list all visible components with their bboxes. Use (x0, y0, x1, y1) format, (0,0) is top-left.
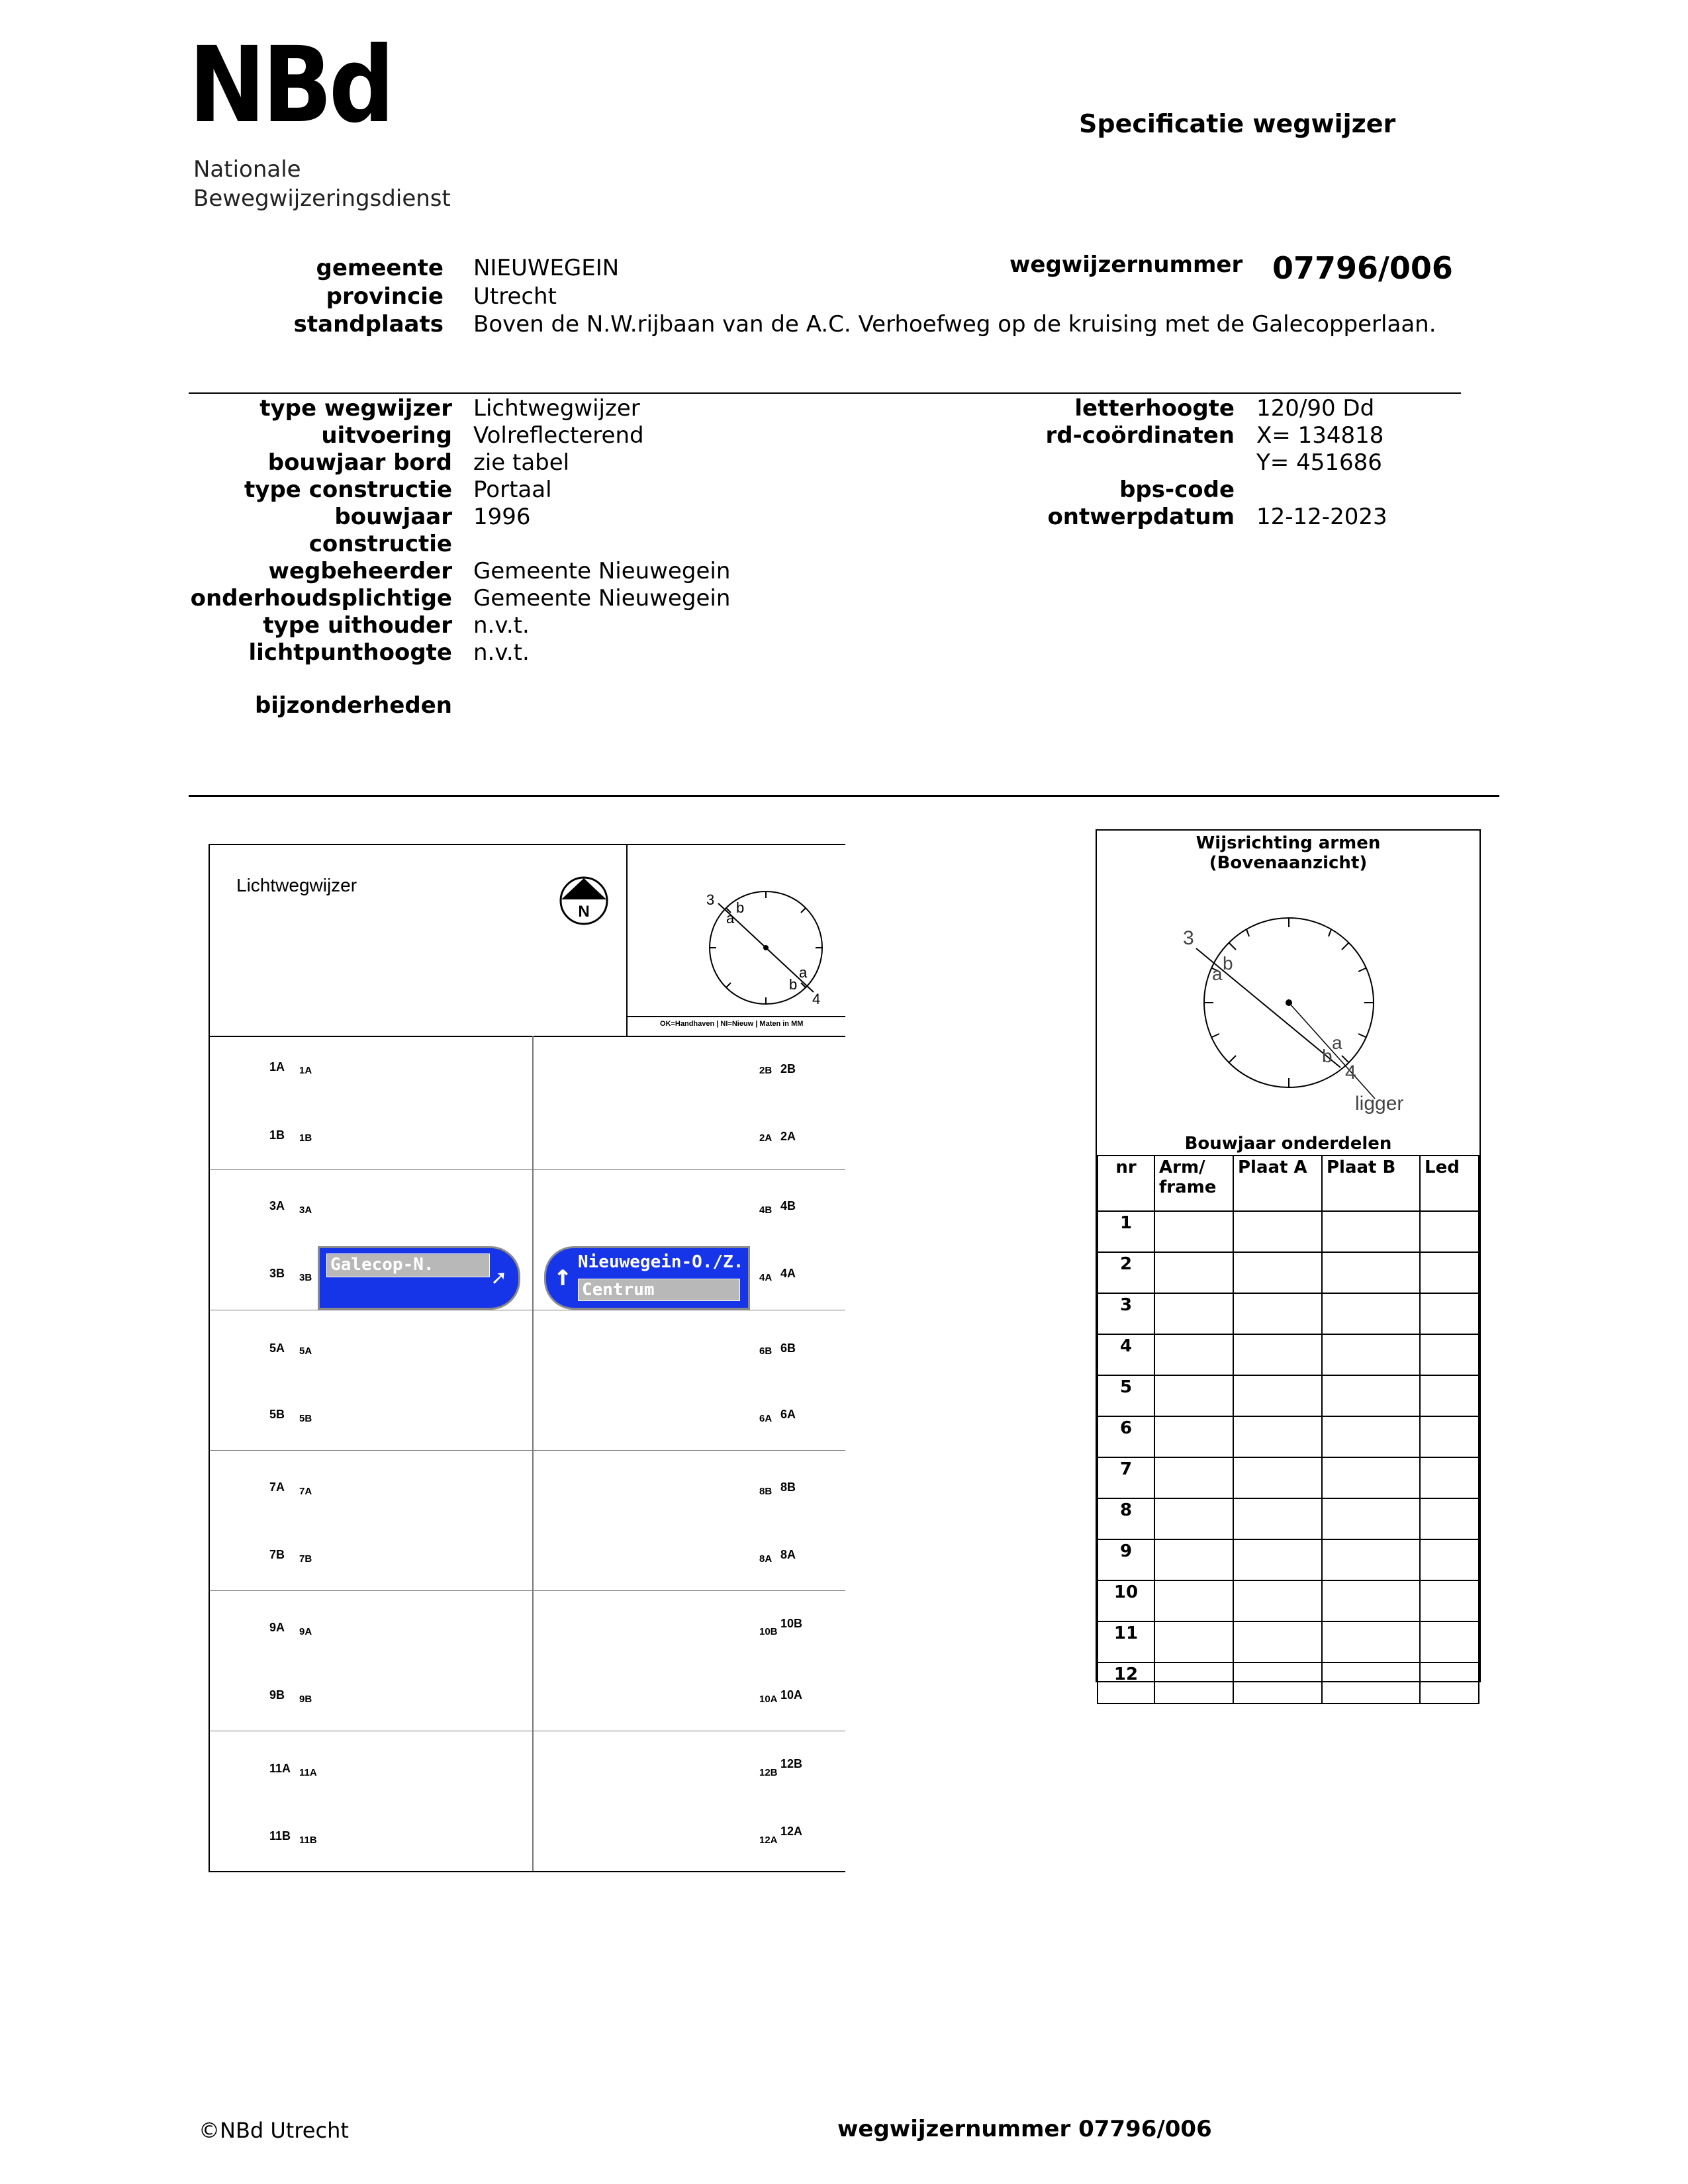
cell-sublabel-5b: 5B (299, 1413, 312, 1424)
col-nr: nr (1098, 1156, 1154, 1211)
rd-coordinaten-label: rd-coördinaten (1045, 422, 1235, 449)
cell-sublabel-1a: 1A (299, 1065, 312, 1076)
panel-compass-b-bottom: b (1322, 1046, 1333, 1066)
sign-centrum-text: Centrum (582, 1280, 655, 1300)
compass-3: 3 (706, 891, 715, 908)
cell-label-10b: 10B (780, 1617, 803, 1630)
col-plaat-a: Plaat A (1233, 1156, 1322, 1211)
cell-sublabel-12b: 12B (759, 1767, 778, 1778)
panel-compass-4: 4 (1345, 1062, 1356, 1083)
cell-sublabel-3a: 3A (299, 1205, 312, 1216)
panel-compass-b-top: b (1223, 953, 1233, 974)
bouwjaar-constructie-label-1: bouwjaar (334, 504, 452, 530)
wegbeheerder-value: Gemeente Nieuwegein (473, 558, 731, 584)
type-constructie-value: Portaal (473, 477, 552, 503)
page-title: Specificatie wegwijzer (1079, 109, 1396, 138)
panel-title-2: (Bovenaanzicht) (1209, 853, 1368, 873)
lichtpunthoogte-label: lichtpunthoogte (248, 639, 452, 666)
arrow-up-icon: ↑ (554, 1259, 572, 1293)
cell-sublabel-11a: 11A (299, 1767, 317, 1778)
logo-line-2: Bewegwijzeringsdienst (193, 185, 451, 212)
bouwjaar-bord-label: bouwjaar bord (267, 449, 452, 476)
cell-label-3a: 3A (269, 1199, 285, 1212)
rd-y-value: Y= 451686 (1256, 449, 1382, 476)
logo: NBd (189, 24, 392, 146)
cell-sublabel-5a: 5A (299, 1345, 312, 1357)
sign-nieuwegein (544, 1246, 750, 1310)
cell-sublabel-6b: 6B (759, 1345, 773, 1357)
table-row: 7 (1098, 1457, 1479, 1498)
bijzonderheden-label: bijzonderheden (254, 692, 452, 719)
table-row: 10 (1098, 1580, 1479, 1621)
table-row: 5 (1098, 1375, 1479, 1416)
cell-sublabel-4a: 4A (759, 1272, 773, 1283)
table-row: 6 (1098, 1416, 1479, 1457)
col-led: Led (1420, 1156, 1479, 1211)
panel-title-1: Wijsrichting armen (1196, 833, 1381, 853)
cell-label-6a: 6A (780, 1408, 796, 1421)
cell-label-7a: 7A (269, 1480, 285, 1494)
cell-label-4a: 4A (780, 1267, 796, 1280)
drawing-legend: OK=Handhaven | NI=Nieuw | Maten in MM (660, 1020, 804, 1028)
sign-galecop (318, 1246, 520, 1310)
table-row: 12 (1098, 1662, 1479, 1704)
drawing-center-line (532, 1036, 534, 1871)
grid-line-1 (210, 1169, 845, 1170)
type-uithouder-value: n.v.t. (473, 612, 530, 639)
bouwjaar-constructie-value: 1996 (473, 504, 531, 530)
cell-sublabel-8b: 8B (759, 1486, 773, 1497)
standplaats-label: standplaats (293, 311, 444, 338)
panel-compass (1183, 917, 1434, 1135)
drawing-header-vdivider (626, 845, 628, 1036)
wegwijzernummer-label: wegwijzernummer (1009, 251, 1243, 278)
bouwjaar-title: Bouwjaar onderdelen (1184, 1134, 1392, 1154)
cell-label-11a: 11A (269, 1762, 291, 1775)
compass-b-bottom: b (789, 976, 798, 993)
provincie-value: Utrecht (473, 283, 557, 310)
uitvoering-value: Volreflecterend (473, 422, 644, 449)
table-row: 11 (1098, 1621, 1479, 1662)
uitvoering-label: uitvoering (321, 422, 452, 449)
cell-label-12b: 12B (780, 1757, 803, 1770)
compass-b-top: b (736, 899, 745, 916)
gemeente-value: NIEUWEGEIN (473, 255, 620, 281)
cell-sublabel-9a: 9A (299, 1626, 312, 1637)
type-wegwijzer-value: Lichtwegwijzer (473, 395, 640, 422)
rd-x-value: X= 134818 (1256, 422, 1384, 449)
cell-label-10a: 10A (780, 1688, 803, 1702)
col-arm-frame: Arm/ frame (1154, 1156, 1233, 1211)
drawing-title: Lichtwegwijzer (236, 875, 357, 895)
ontwerpdatum-label: ontwerpdatum (1047, 504, 1235, 530)
divider-bottom (189, 795, 1499, 797)
cell-sublabel-3b: 3B (299, 1272, 312, 1283)
cell-sublabel-6a: 6A (759, 1413, 773, 1424)
cell-label-2a: 2A (780, 1130, 796, 1143)
sign-galecop-text: Galecop-N. (330, 1255, 434, 1275)
bouwjaar-constructie-label-2: constructie (308, 531, 452, 557)
divider-top (189, 392, 1461, 394)
cell-label-6b: 6B (780, 1342, 796, 1355)
onderhoudsplichtige-value: Gemeente Nieuwegein (473, 585, 731, 612)
cell-label-8b: 8B (780, 1480, 796, 1494)
table-row: 9 (1098, 1539, 1479, 1580)
panel-compass-a-bottom: a (1332, 1032, 1342, 1053)
cell-sublabel-1b: 1B (299, 1132, 312, 1144)
cell-label-12a: 12A (780, 1825, 803, 1838)
bouwjaar-bord-value: zie tabel (473, 449, 570, 476)
cell-sublabel-2a: 2A (759, 1132, 773, 1144)
wegbeheerder-label: wegbeheerder (268, 558, 452, 584)
bps-code-label: bps-code (1119, 477, 1235, 503)
onderhoudsplichtige-label: onderhoudsplichtige (190, 585, 452, 612)
panel-compass-ligger: ligger (1355, 1093, 1404, 1115)
table-row: 3 (1098, 1293, 1479, 1334)
cell-sublabel-2b: 2B (759, 1065, 773, 1076)
cell-sublabel-4b: 4B (759, 1205, 773, 1216)
cell-label-8a: 8A (780, 1548, 796, 1561)
north-label: N (578, 903, 590, 921)
sign-nieuwegein-text: Nieuwegein-O./Z. (578, 1252, 744, 1272)
provincie-label: provincie (326, 283, 444, 310)
panel-compass-a-top: a (1212, 964, 1223, 984)
cell-label-3b: 3B (269, 1267, 285, 1280)
compass-a-top: a (726, 910, 735, 927)
compass-a-bottom: a (799, 964, 808, 981)
wijsrichting-panel (1096, 829, 1481, 1682)
panel-compass-3: 3 (1183, 927, 1194, 949)
type-uithouder-label: type uithouder (263, 612, 452, 639)
table-row: 1 (1098, 1211, 1479, 1252)
cell-sublabel-7b: 7B (299, 1553, 312, 1565)
cell-label-9a: 9A (269, 1621, 285, 1634)
cell-sublabel-11b: 11B (299, 1835, 317, 1846)
cell-sublabel-10b: 10B (759, 1626, 778, 1637)
cell-sublabel-12a: 12A (759, 1835, 778, 1846)
footer-nummer: wegwijzernummer 07796/006 (837, 2116, 1212, 2142)
letterhoogte-label: letterhoogte (1074, 395, 1235, 422)
cell-label-5a: 5A (269, 1342, 285, 1355)
cell-sublabel-9b: 9B (299, 1694, 312, 1705)
col-plaat-b: Plaat B (1322, 1156, 1420, 1211)
bouwjaar-table (1097, 1155, 1479, 1704)
type-constructie-label: type constructie (244, 477, 452, 503)
letterhoogte-value: 120/90 Dd (1256, 395, 1375, 422)
drawing-compass (667, 872, 839, 1011)
compass-4: 4 (812, 991, 821, 1007)
gemeente-label: gemeente (316, 255, 444, 281)
drawing-header-divider (210, 1036, 845, 1037)
cell-label-1b: 1B (269, 1128, 285, 1142)
cell-label-4b: 4B (780, 1199, 796, 1212)
sign-drawing (209, 844, 845, 1872)
footer-copyright: ©NBd Utrecht (199, 2118, 349, 2143)
logo-line-1: Nationale (193, 156, 301, 183)
legend-divider (627, 1016, 845, 1017)
arrow-up-right-icon: ➚ (492, 1265, 506, 1292)
ontwerpdatum-value: 12-12-2023 (1256, 504, 1387, 530)
cell-sublabel-8a: 8A (759, 1553, 773, 1565)
lichtpunthoogte-value: n.v.t. (473, 639, 530, 666)
table-row: 2 (1098, 1252, 1479, 1293)
grid-line-3 (210, 1450, 845, 1451)
table-row: 4 (1098, 1334, 1479, 1375)
table-row: 8 (1098, 1498, 1479, 1539)
standplaats-value: Boven de N.W.rijbaan van de A.C. Verhoefweg op de kruising met de Galecopperlaan. (473, 311, 1436, 338)
north-arrow-icon (559, 876, 609, 926)
wegwijzernummer-value: 07796/006 (1272, 250, 1453, 286)
cell-label-7b: 7B (269, 1548, 285, 1561)
grid-line-4 (210, 1590, 845, 1591)
cell-sublabel-7a: 7A (299, 1486, 312, 1497)
cell-label-11b: 11B (269, 1829, 291, 1843)
cell-label-5b: 5B (269, 1408, 285, 1421)
cell-label-9b: 9B (269, 1688, 285, 1702)
cell-sublabel-10a: 10A (759, 1694, 778, 1705)
type-wegwijzer-label: type wegwijzer (259, 395, 452, 422)
cell-label-2b: 2B (780, 1062, 796, 1075)
cell-label-1a: 1A (269, 1060, 285, 1073)
